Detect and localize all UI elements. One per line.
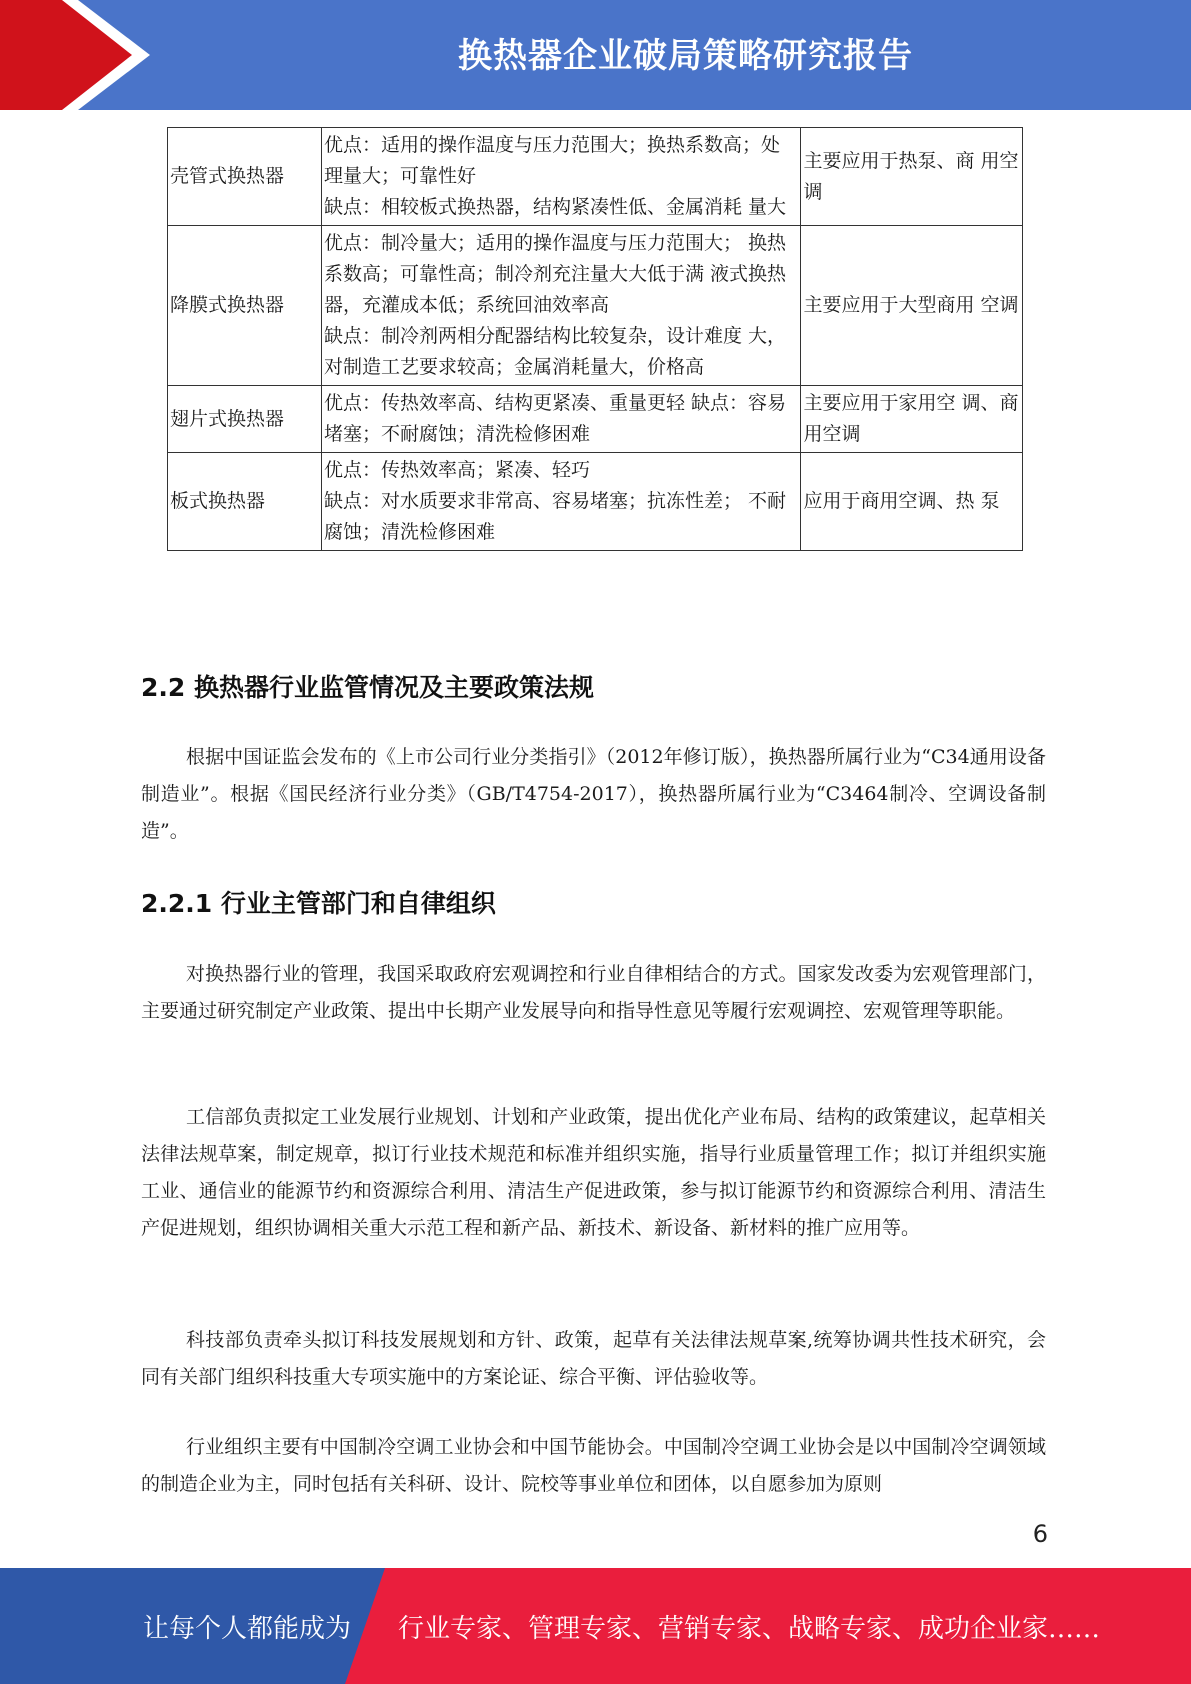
body-paragraph: 科技部负责牵头拟订科技发展规划和方针、政策，起草有关法律法规草案,统筹协调共性技术研究，会同有关部门组织科技重大专项实施中的方案论证、综合平衡、评估验收等。: [141, 1329, 1046, 1388]
application-cell: 主要应用于家用空 调、商用空调: [801, 386, 1023, 453]
feature-line: 缺点：制冷剂两相分配器结构比较复杂，设计难度 大，对制造工艺要求较高；金属消耗量大，价格高: [323, 325, 786, 378]
features-cell: [321, 128, 800, 226]
feature-line: 优点：适用的操作温度与压力范围大；换热系数高；处理量大；可靠性好: [323, 134, 780, 187]
page-number: 6: [1032, 1520, 1048, 1548]
table-row: [168, 453, 1023, 551]
feature-line: 优点：传热效率高；紧凑、轻巧: [323, 459, 590, 481]
footer-slogan-right: 行业专家、管理专家、营销专家、战略专家、成功企业家……: [398, 1613, 1101, 1644]
table-row: [168, 386, 1023, 453]
heat-exchanger-comparison-table: [167, 127, 1023, 551]
features-cell: [321, 453, 800, 551]
application-cell: 应用于商用空调、热 泵: [801, 453, 1023, 551]
feature-line: 缺点：对水质要求非常高、容易堵塞；抗冻性差； 不耐腐蚀；清洗检修困难: [323, 490, 786, 543]
feature-line: 缺点：相较板式换热器，结构紧凑性低、金属消耗 量大: [323, 196, 786, 218]
body-paragraph: 工信部负责拟定工业发展行业规划、计划和产业政策，提出优化产业布局、结构的政策建议，起草相关法律法规草案，制定规章，拟订行业技术规范和标准并组织实施，指导行业质量管理工作；拟订并组织实施工业、通信业的能源节约和资源综合利用、清洁生产促进政策，参与拟订能源节约和资源综合利用、清洁生产促进规划，组织协调相关重大示范工程和新产品、新技术、新设备、新材料的推广应用等。: [141, 1106, 1046, 1239]
features-cell: [321, 226, 800, 386]
body-paragraph: 对换热器行业的管理，我国采取政府宏观调控和行业自律相结合的方式。国家发改委为宏观管理部门，主要通过研究制定产业政策、提出中长期产业发展导向和指导性意见等履行宏观调控、宏观管理等职能。: [141, 963, 1046, 1022]
report-title: 换热器企业破局策略研究报告: [458, 36, 913, 76]
section-heading: 2.2 换热器行业监管情况及主要政策法规: [141, 673, 594, 702]
application-cell: 主要应用于热泵、商 用空调: [801, 128, 1023, 226]
application-cell: 主要应用于大型商用 空调: [801, 226, 1023, 386]
body-paragraph: 根据中国证监会发布的《上市公司行业分类指引》（2012年修订版），换热器所属行业为“C34通用设备制造业”。根据《国民经济行业分类》（GB/T4754-2017），换热器所属行业为“C3464制冷、空调设备制造”。: [141, 746, 1046, 842]
page-header: [0, 0, 1191, 110]
type-cell: 壳管式换热器: [168, 128, 322, 226]
body-paragraph: 行业组织主要有中国制冷空调工业协会和中国节能协会。中国制冷空调工业协会是以中国制冷空调领域的制造企业为主，同时包括有关科研、设计、院校等事业单位和团体，以自愿参加为原则: [141, 1436, 1046, 1495]
feature-line: 优点：制冷量大；适用的操作温度与压力范围大； 换热系数高；可靠性高；制冷剂充注量大大低于满 液式换热器，充灌成本低；系统回油效率高: [323, 232, 786, 316]
table-row: [168, 226, 1023, 386]
footer-slogan-left: 让每个人都能成为: [143, 1613, 352, 1644]
features-cell: [321, 386, 800, 453]
type-cell: 翅片式换热器: [168, 386, 322, 453]
subsection-heading: 2.2.1 行业主管部门和自律组织: [141, 889, 496, 918]
table-row: [168, 128, 1023, 226]
type-cell: 降膜式换热器: [168, 226, 322, 386]
page-footer: [0, 1568, 1191, 1684]
type-cell: 板式换热器: [168, 453, 322, 551]
feature-line: 优点：传热效率高、结构更紧凑、重量更轻 缺点：容易堵塞；不耐腐蚀；清洗检修困难: [323, 392, 786, 445]
